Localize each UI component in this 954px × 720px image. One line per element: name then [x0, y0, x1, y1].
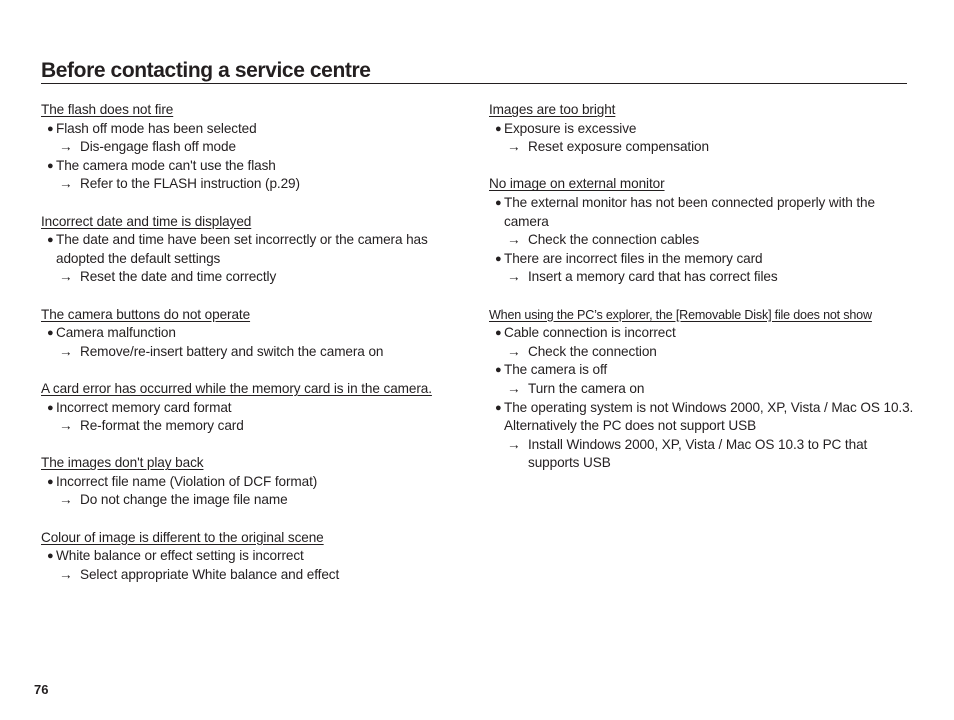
- right-column: [489, 101, 919, 491]
- section-heading: Incorrect date and time is displayed: [41, 213, 252, 229]
- bullet-icon: ●: [47, 401, 54, 414]
- arrow-right-icon: →: [59, 176, 73, 192]
- cause-item: [41, 120, 471, 139]
- page-number: 76: [34, 682, 49, 697]
- arrow-right-icon: →: [507, 139, 521, 155]
- bullet-icon: ●: [47, 122, 54, 135]
- troubleshoot-section: [41, 454, 471, 510]
- cause-text: The camera is off: [504, 362, 608, 378]
- remedy-text: Turn the camera on: [528, 380, 645, 396]
- remedy-text: Install Windows 2000, XP, Vista / Mac OS 10.3 to PC that supports USB: [528, 436, 868, 471]
- troubleshoot-section: [41, 306, 471, 362]
- remedy-item: [489, 343, 919, 362]
- arrow-right-icon: →: [59, 139, 73, 155]
- remedy-item: [41, 175, 471, 194]
- arrow-right-icon: →: [59, 492, 73, 508]
- cause-item: [489, 361, 919, 380]
- cause-text: Camera malfunction: [56, 325, 176, 341]
- remedy-item: [41, 417, 471, 436]
- remedy-text: Insert a memory card that has correct files: [528, 269, 778, 285]
- troubleshoot-section: [489, 306, 919, 473]
- remedy-text: Do not change the image file name: [80, 492, 288, 508]
- bullet-icon: ●: [495, 364, 502, 377]
- cause-text: The date and time have been set incorrectly or the camera has adopted the default settings: [56, 232, 428, 266]
- remedy-item: [41, 343, 471, 362]
- remedy-text: Check the connection cables: [528, 232, 700, 248]
- arrow-right-icon: →: [507, 436, 521, 452]
- cause-text: Flash off mode has been selected: [56, 120, 257, 136]
- cause-item: [489, 194, 919, 231]
- bullet-icon: ●: [47, 234, 54, 247]
- bullet-icon: ●: [495, 327, 502, 340]
- remedy-item: [489, 380, 919, 399]
- remedy-item: [489, 138, 919, 157]
- cause-text: White balance or effect setting is incorrect: [56, 548, 304, 564]
- arrow-right-icon: →: [59, 269, 73, 285]
- cause-item: [41, 231, 471, 268]
- remedy-item: [41, 491, 471, 510]
- arrow-right-icon: →: [59, 418, 73, 434]
- bullet-icon: ●: [47, 159, 54, 172]
- troubleshoot-section: [489, 101, 919, 157]
- remedy-item: [41, 566, 471, 585]
- arrow-right-icon: →: [59, 343, 73, 359]
- troubleshoot-section: [41, 101, 471, 194]
- remedy-text: Dis-engage flash off mode: [80, 139, 236, 155]
- remedy-text: Remove/re-insert battery and switch the camera on: [80, 343, 384, 359]
- section-heading: The flash does not fire: [41, 102, 174, 117]
- left-column: [41, 101, 471, 603]
- troubleshoot-section: [41, 213, 471, 287]
- bullet-icon: ●: [47, 475, 54, 488]
- arrow-right-icon: →: [507, 343, 521, 359]
- section-heading: Colour of image is different to the original scene: [41, 529, 324, 545]
- cause-item: [489, 250, 919, 269]
- cause-text: Incorrect file name (Violation of DCF format): [56, 473, 318, 489]
- cause-text: Exposure is excessive: [504, 120, 637, 136]
- cause-item: [489, 399, 919, 436]
- cause-item: [41, 324, 471, 343]
- arrow-right-icon: →: [507, 380, 521, 396]
- cause-text: Incorrect memory card format: [56, 399, 232, 415]
- section-heading: The images don't play back: [41, 455, 204, 471]
- remedy-text: Reset exposure compensation: [528, 139, 709, 155]
- page-title: Before contacting a service centre: [41, 58, 907, 84]
- bullet-icon: ●: [47, 327, 54, 340]
- cause-text: The camera mode can't use the flash: [56, 157, 276, 173]
- remedy-text: Check the connection: [528, 343, 657, 359]
- remedy-item: [41, 138, 471, 157]
- cause-item: [489, 120, 919, 139]
- arrow-right-icon: →: [507, 232, 521, 248]
- remedy-item: [489, 231, 919, 250]
- cause-text: Cable connection is incorrect: [504, 325, 676, 341]
- arrow-right-icon: →: [507, 269, 521, 285]
- cause-item: [41, 547, 471, 566]
- section-heading: The camera buttons do not operate: [41, 306, 251, 322]
- section-heading: Images are too bright: [489, 102, 616, 117]
- bullet-icon: ●: [495, 401, 502, 414]
- bullet-icon: ●: [495, 122, 502, 135]
- section-heading: When using the PC’s explorer, the [Removable Disk] file does not show: [489, 307, 872, 322]
- remedy-item: [489, 268, 919, 287]
- section-heading: No image on external monitor: [489, 176, 665, 192]
- troubleshoot-section: [489, 175, 919, 287]
- troubleshoot-section: [41, 380, 471, 436]
- cause-text: There are incorrect files in the memory card: [504, 250, 763, 266]
- remedy-text: Refer to the FLASH instruction (p.29): [80, 176, 300, 192]
- section-heading: A card error has occurred while the memory card is in the camera.: [41, 380, 432, 396]
- remedy-item: [489, 436, 919, 473]
- remedy-text: Select appropriate White balance and effect: [80, 566, 340, 582]
- cause-text: The operating system is not Windows 2000, XP, Vista / Mac OS 10.3. Alternatively the PC does not support USB: [504, 399, 914, 434]
- bullet-icon: ●: [495, 196, 502, 209]
- arrow-right-icon: →: [59, 566, 73, 582]
- cause-item: [489, 324, 919, 343]
- bullet-icon: ●: [495, 252, 502, 265]
- remedy-text: Reset the date and time correctly: [80, 269, 277, 285]
- troubleshoot-section: [41, 529, 471, 585]
- remedy-item: [41, 268, 471, 287]
- cause-item: [41, 473, 471, 492]
- bullet-icon: ●: [47, 550, 54, 563]
- cause-item: [41, 399, 471, 418]
- cause-text: The external monitor has not been connected properly with the camera: [504, 194, 875, 229]
- cause-item: [41, 157, 471, 176]
- remedy-text: Re-format the memory card: [80, 418, 244, 434]
